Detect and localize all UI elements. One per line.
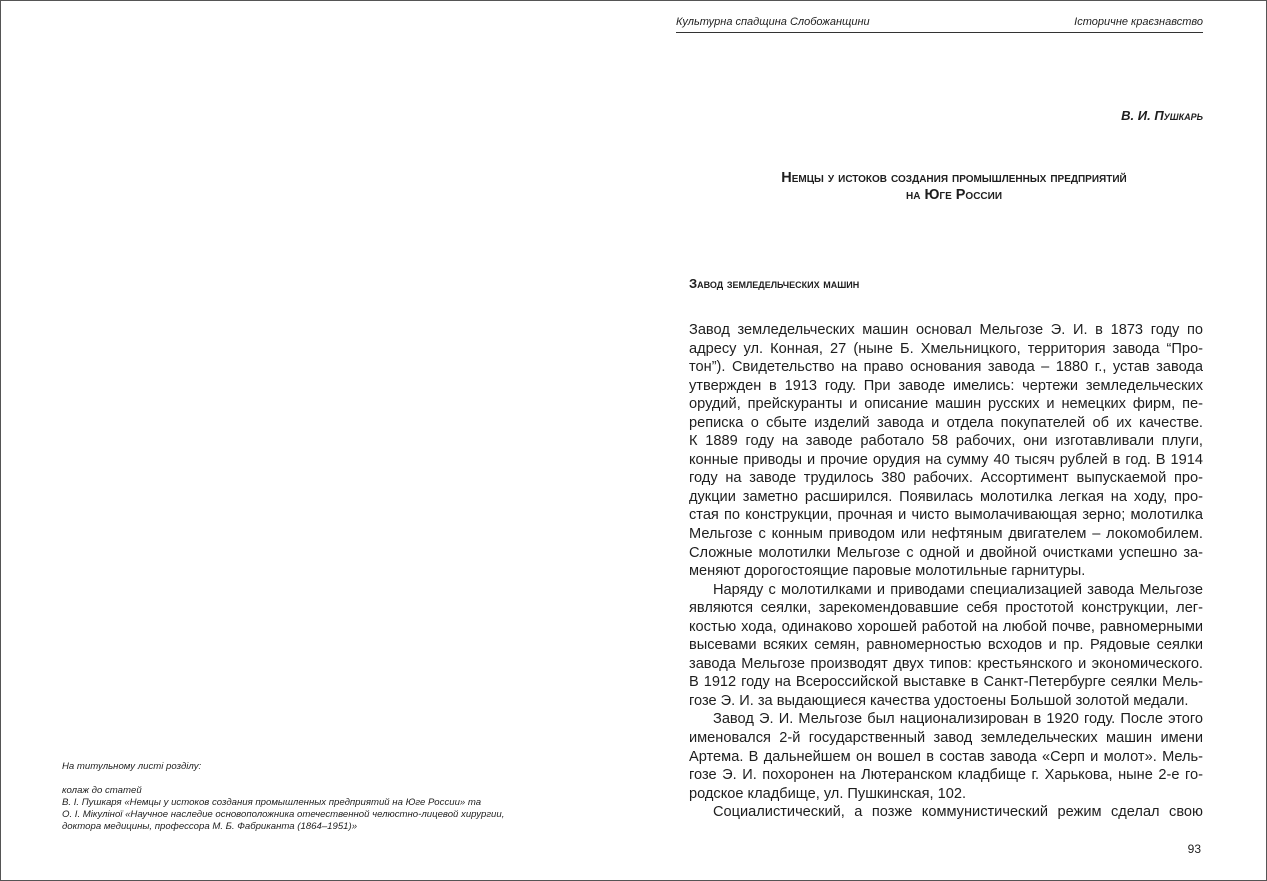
text-line: родское кладбище, ул. Пушкинская, 102. <box>689 785 967 802</box>
caption-line: В. І. Пушкаря «Немцы у истоков создания промышленных предприятий на Юге России» та <box>62 797 482 808</box>
section-heading: Завод земледельческих машин <box>689 276 860 291</box>
text-line: гозе Э. И. похоронен на Лютеранском кладбище г. Харькова, ныне 2-е го- <box>689 767 1203 784</box>
text-line: Завод земледельческих машин основал Мельгозе Э. И. в 1873 году по <box>689 322 1203 338</box>
text-line: дукции заметно расширился. Появилась молотилка легкая на ходу, про- <box>689 488 1203 505</box>
text-line: утвержден в 1913 году. При заводе имелись: чертежи земледельческих <box>689 377 1203 394</box>
caption-line: О. І. Мікуліної «Научное наследие основоположника отечественной челюстно-лицевой хирургии, <box>62 809 505 820</box>
title-line-1: Немцы у истоков создания промышленных предприятий <box>781 170 1127 186</box>
text-line: костью хода, одинаково хорошей работой на любой почве, равномерными <box>689 618 1203 635</box>
paragraph <box>689 710 1203 803</box>
text-line: Завод Э. И. Мельгозе был национализирован в 1920 году. После этого <box>713 711 1203 728</box>
caption-heading: На титульному листі розділу: <box>62 761 202 772</box>
header-rule <box>676 32 1203 33</box>
text-line: Социалистический, а позже коммунистический режим сделал свою <box>713 804 1203 821</box>
paragraph <box>689 581 1203 711</box>
text-line: высевами всяких семян, равномерностью всходов и пр. Рядовые сеялки <box>689 637 1203 654</box>
text-line: стая по конструкции, прочная и чисто вымолачивающая зерно; молотилка <box>689 507 1203 524</box>
paragraph <box>689 321 1203 581</box>
article-author: В. И. Пушкарь <box>1121 108 1203 123</box>
text-line: реписка о сбыте изделий завода и отдела покупателей об их качестве. <box>689 414 1203 431</box>
text-line: тон”). Свидетельство на право основания завода – 1880 г., устав завода <box>689 359 1203 376</box>
title-line-2: на Юге России <box>905 187 1003 203</box>
running-header-left: Культурна спадщина Слобожанщини <box>676 16 870 28</box>
running-header-right: Історичне краєзнавство <box>1074 16 1203 28</box>
text-line: именовался 2-й государственный завод земледельческих машин имени <box>689 730 1203 747</box>
text-line: меняют дорогостоящие паровые молотильные гарнитуры. <box>689 563 1086 580</box>
text-line: являются сеялки, зарекомендовавшие себя простотой конструкции, лег- <box>689 600 1203 617</box>
text-line: Наряду с молотилками и приводами специализацией завода Мельгозе <box>713 581 1203 598</box>
text-line: гозе Э. И. за выдающиеся качества удостоены Большой золотой медали. <box>689 692 1189 709</box>
text-line: Сложные молотилки Мельгозе с одной и двойной очистками успешно за- <box>689 544 1203 561</box>
caption-line: колаж до статей <box>62 785 142 796</box>
text-line: Мельгозе с конным приводом или нефтяным двигателем – локомобилем. <box>689 526 1203 543</box>
text-line: завода Мельгозе производят двух типов: крестьянского и экономического. <box>689 655 1203 672</box>
text-line: году на заводе трудилось 380 рабочих. Ассортимент выпускаемой про- <box>689 470 1203 487</box>
title-page-caption <box>62 761 504 833</box>
text-line: конные приводы и прочие орудия на сумму 40 тысяч рублей в год. В 1914 <box>689 451 1203 468</box>
caption-line: доктора медицины, профессора М. Б. Фабриканта (1864–1951)» <box>62 821 358 832</box>
paragraph <box>689 803 1203 822</box>
text-line: адресу ул. Конная, 27 (ныне Б. Хмельницкого, территория завода “Про- <box>689 340 1203 357</box>
text-line: В 1912 году на Всероссийской выставке в Санкт-Петербурге сеялки Мель- <box>689 674 1203 691</box>
body-text <box>689 321 1203 822</box>
text-line: орудий, прейскуранты и описание машин русских и немецких фирм, пе- <box>689 396 1203 413</box>
page-number: 93 <box>1187 842 1201 856</box>
text-line: Артема. В дальнейшем он вошел в состав завода «Серп и молот». Мель- <box>689 748 1203 765</box>
article-title <box>689 170 1219 204</box>
text-line: К 1889 году на заводе работало 58 рабочих, они изготавливали плуги, <box>689 433 1203 450</box>
